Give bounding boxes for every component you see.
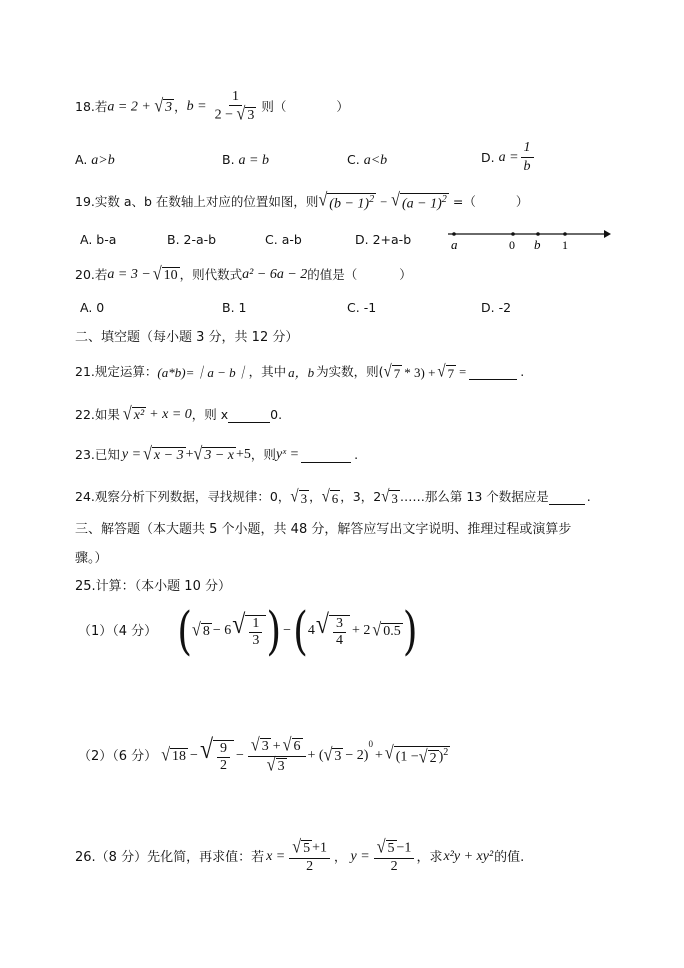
q26-line: 26.（8 分）先化简，再求值：若 x = √ 5 +1 2 ， y = √ 5 −1 2 ，求 x²y + xy² 的值. xyxy=(75,838,525,874)
q18-b-label: b = xyxy=(186,99,207,114)
q18-number: 18. xyxy=(75,98,95,114)
q18-comma: ， xyxy=(174,98,187,114)
q24-answer-blank[interactable] xyxy=(549,490,585,505)
q18-a-def: a = 2 + √ 3 xyxy=(107,96,173,117)
q22-line: 22. 如果 √ x² + x = 0 ，则 x 0. xyxy=(75,404,283,425)
q19-option-c: C. a-b xyxy=(265,232,302,247)
q20-option-b: B. 1 xyxy=(222,300,247,315)
q20-expr: a² − 6a − 2 xyxy=(242,267,308,282)
q21-answer-blank[interactable] xyxy=(469,365,517,380)
section3-heading-line2: 骤。） xyxy=(75,551,108,566)
q20-option-c: C. -1 xyxy=(347,300,377,315)
q19-line: 19. 实数 a、b 在数轴上对应的位置如图，则 √ $(b - 1)^2$ − √ $(a - 1)^2$ =（ ） xyxy=(75,190,529,212)
q20-number: 20. xyxy=(75,266,95,282)
q19-text: 实数 a、b 在数轴上对应的位置如图，则 xyxy=(94,193,319,209)
q26-y-fraction: √ 5 −1 2 xyxy=(374,840,415,873)
section3-heading-line1: 三、解答题（本大题共 5 个小题，共 48 分，解答应写出文字说明、推理过程或演算步 xyxy=(75,522,572,537)
number-line-point-b xyxy=(536,232,540,236)
q24-line: 24. 观察分析下列数据，寻找规律：0， √ 3 ， √ 6 ，3，2 √ 3 ……那么第 13 个数据应是 . xyxy=(75,487,591,506)
q19-option-d: D. 2+a-b xyxy=(355,232,412,247)
q18-if: 若 xyxy=(94,98,108,114)
q23-answer-blank[interactable] xyxy=(301,448,351,463)
q19-close: ） xyxy=(515,193,529,209)
q18-b-fraction xyxy=(212,90,260,123)
q22-answer-blank[interactable] xyxy=(228,408,270,423)
q19-sqrt-a: √ $(a - 1)^2$ xyxy=(391,190,447,212)
q20-option-a: A. 0 xyxy=(80,300,105,315)
q20-option-d: D. -2 xyxy=(481,300,512,315)
number-line-label-a: a xyxy=(451,237,458,252)
q23-line: 23. 已知 y = √ x − 3 + √ 3 − x +5 ，则 yˣ = . xyxy=(75,444,359,465)
q18-option-d: D. a = $\frac{1}{b}$ xyxy=(481,140,536,175)
q19-option-a: A. b-a xyxy=(80,232,117,247)
q19-option-b: B. 2-a-b xyxy=(167,232,217,247)
q25-part2: （2）（6 分） √ 18 − √ $\frac{9}{2}$ − √ 3 + √ 6 √ 3 + ( √ 3 − 2) 0 + √ (1 − √ 2 )$^2$ xyxy=(78,734,449,775)
q20-a-def: a = 3 − xyxy=(107,267,151,282)
q18-b-numerator: 1 xyxy=(229,90,242,106)
number-line xyxy=(444,222,614,252)
section2-heading: 二、填空题（每小题 3 分，共 12 分） xyxy=(75,330,299,345)
q21-line: 21. 规定运算： (a*b)=｜a − b｜ ，其中 a，b 为实数，则( √ 7 * 3) + √ 7 = . xyxy=(75,362,525,381)
q19-sqrt-b: √ $(b - 1)^2$ xyxy=(318,190,375,212)
q20-line: 20. 若 a = 3 − √ 10 ，则代数式 a² − 6a − 2 的值是（ ） xyxy=(75,264,412,285)
number-line-label-b: b xyxy=(534,237,541,252)
q25-part1: （1）（4 分） ( √ 8 − 6 √ $\frac{1}{3}$ ) − ( 4 √ $\frac{3}{4}$ + 2 √ 0.5 ) xyxy=(78,601,418,661)
number-line-label-1: 1 xyxy=(562,238,568,252)
q18-line xyxy=(75,89,349,125)
number-line-point-a xyxy=(452,232,456,236)
q18-close: ） xyxy=(336,98,349,114)
number-line-label-0: 0 xyxy=(509,238,515,252)
q26-x-fraction: √ 5 +1 2 xyxy=(289,840,330,873)
q25-title: 25.计算：（本小题 10 分） xyxy=(75,579,231,594)
q18-option-b: B. a = b xyxy=(222,152,269,168)
left-paren: ( xyxy=(177,601,193,661)
q18-b-denominator: 2 − √ 3 xyxy=(214,105,255,125)
q19-eq: =（ xyxy=(452,193,476,209)
number-line-point-0 xyxy=(511,232,515,236)
q19-number: 19. xyxy=(75,193,95,209)
q18-option-c: C. a<b xyxy=(347,152,388,168)
q18-option-a: A. a>b xyxy=(75,152,115,168)
q18-then: 则（ xyxy=(261,98,287,114)
number-line-point-1 xyxy=(563,232,567,236)
